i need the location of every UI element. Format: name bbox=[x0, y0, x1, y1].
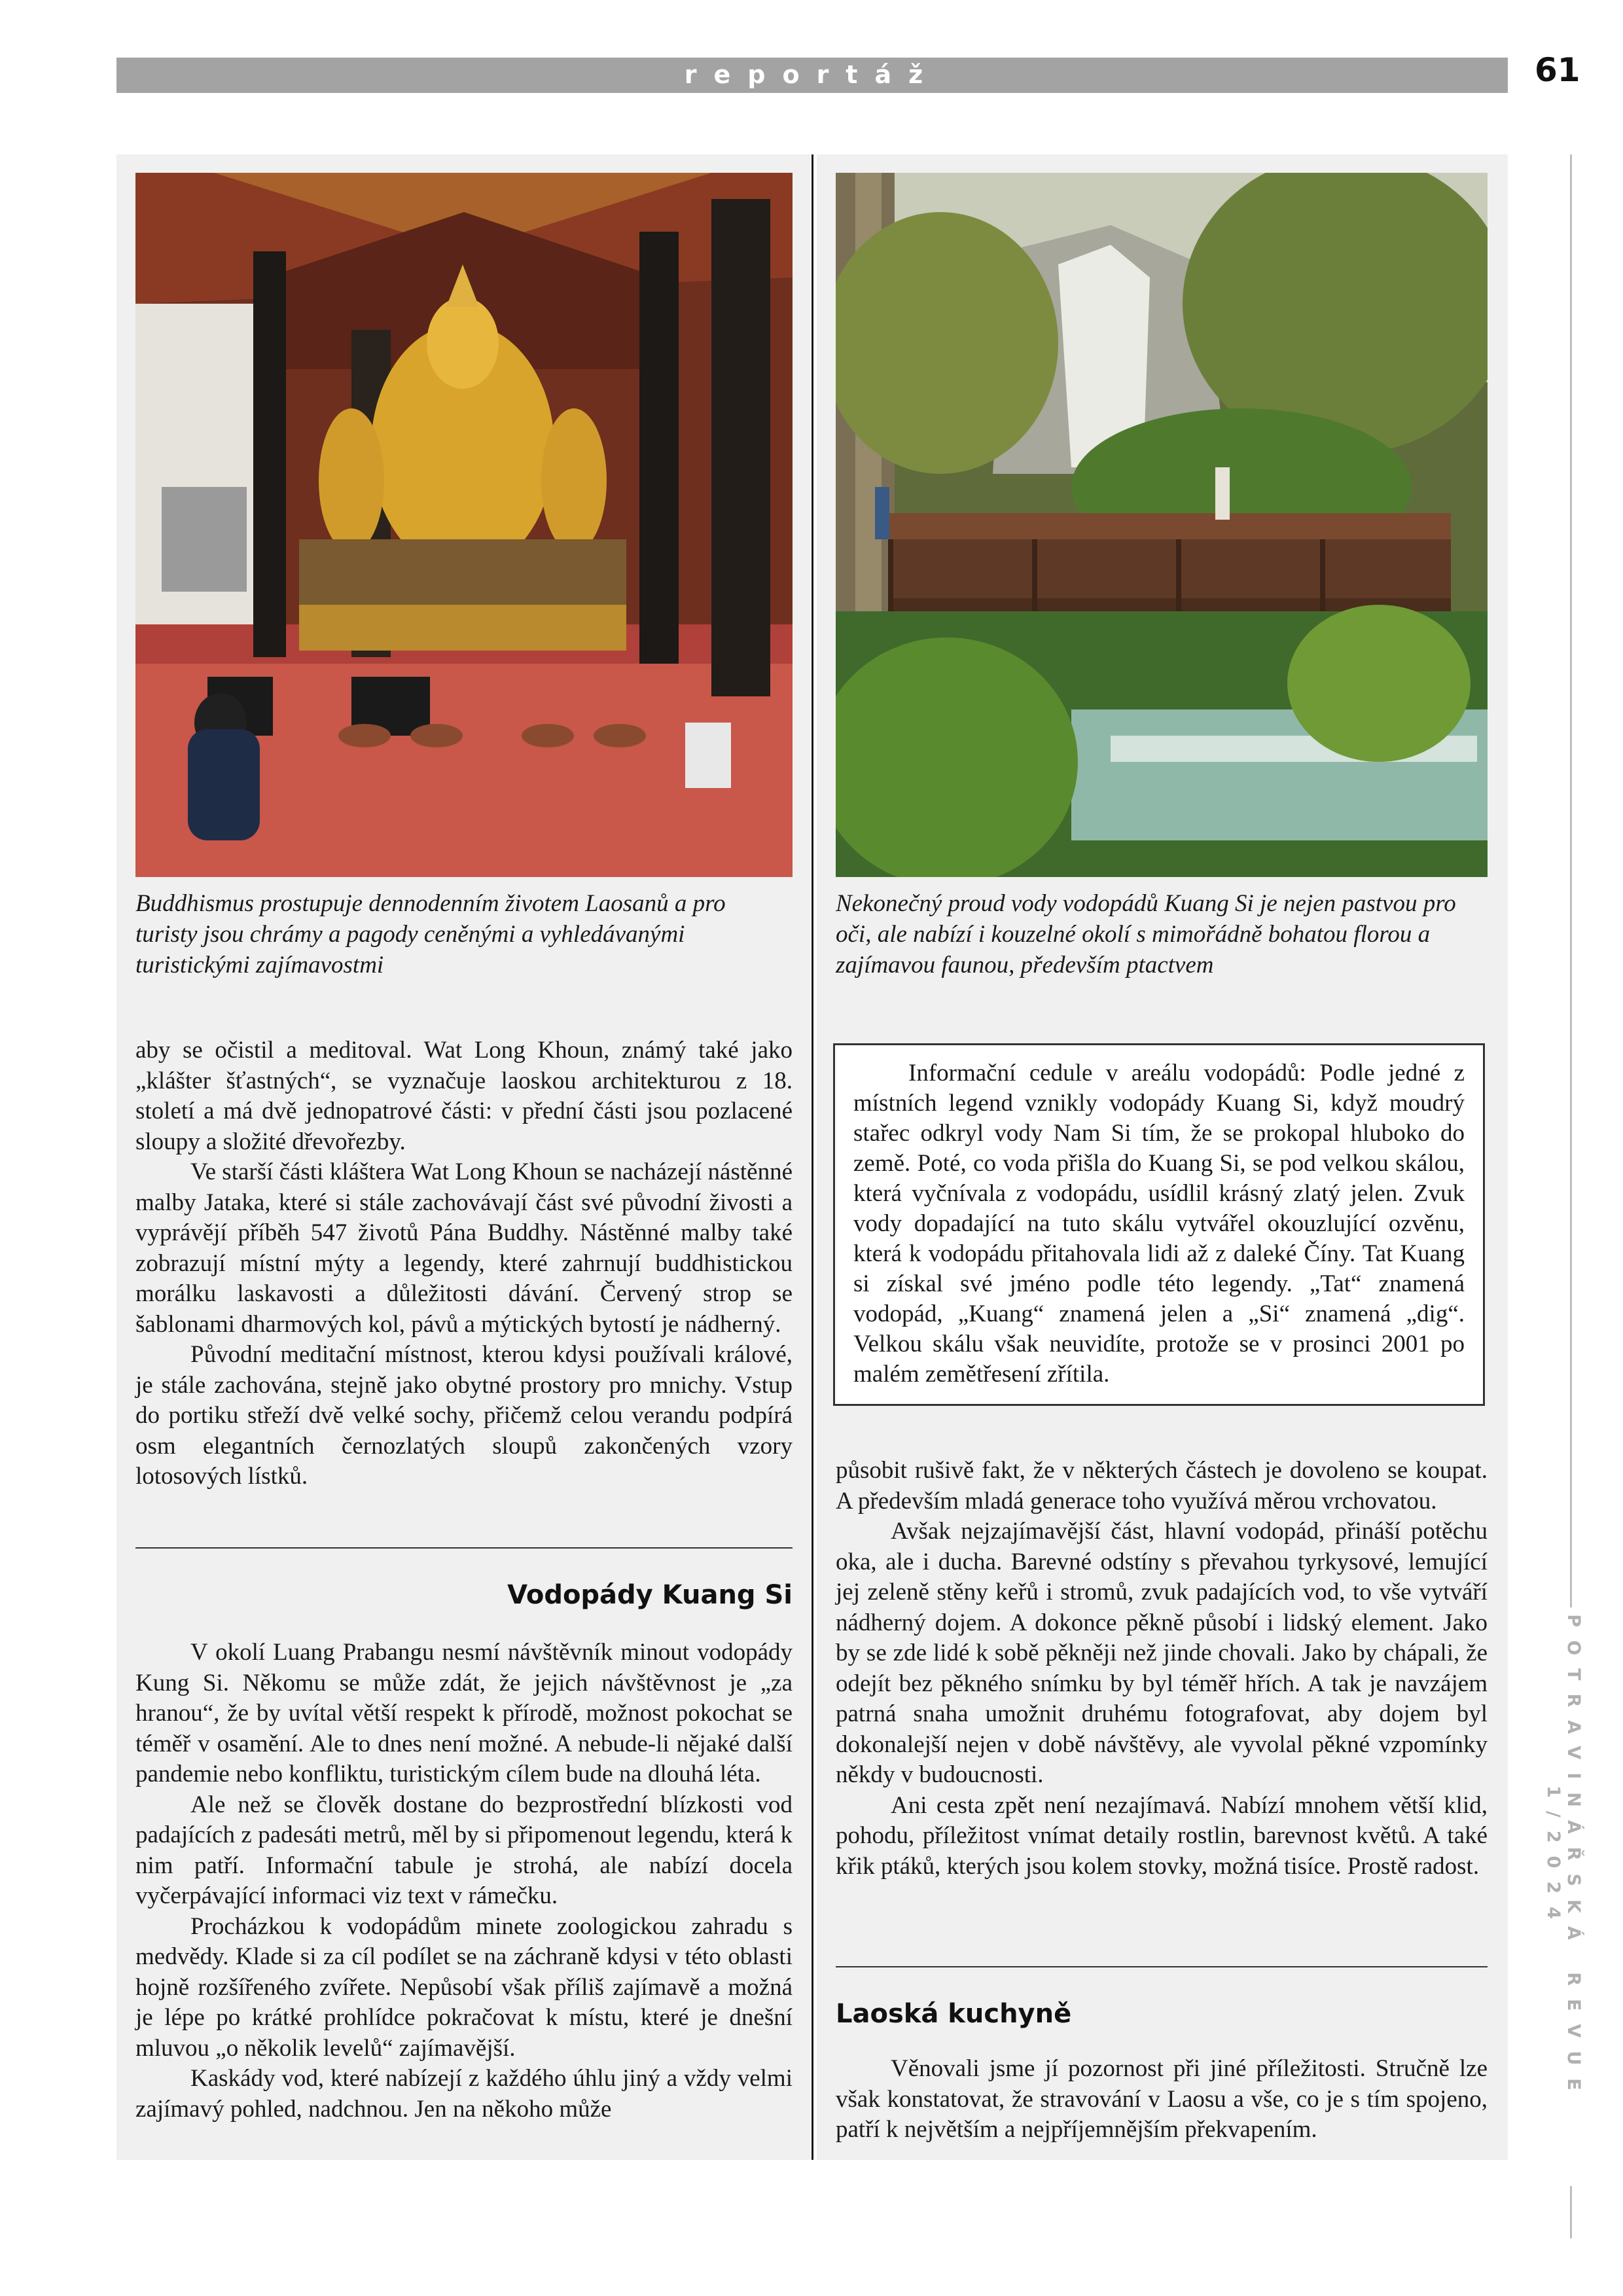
paragraph: Avšak nejzajímavější část, hlavní vodopád, přináší potěchu oka, ale i ducha. Barevné odstíny s převahou tyrkysové, lemující jej zeleně stěny keřů i stromů, zvuk padajících vod, to vše vytváří nádherný dojem. A dokonce pěkně působí i lidský element. Jako by se zde lidé k sobě pěkněji než jinde chovali. Jako by chápali, že odejít bez pěkného snímku by byl téměř hřích. A tak je navzájem patrná snaha umožnit druhému fotografovat, aby dojem byl dokonalejší nejen v době návštěvy, ale vyvolal pěkné vzpomínky někdy v budoucnosti. bbox=[836, 1518, 1488, 1788]
side-rule bbox=[1570, 154, 1572, 1607]
paragraph: Kaskády vod, které nabízejí z každého úhlu jiný a vždy velmi zajímavý pohled, nadchnou. Jen na někoho může bbox=[135, 2065, 793, 2123]
paragraph: Věnovali jsme jí pozornost při jiné příležitosti. Stručně lze však konstatovat, že stravování v Laosu a vše, co je s tím spojeno, patří k největším a nejpříjemnějším překvapením. bbox=[836, 2055, 1488, 2143]
left-column-text-top bbox=[135, 1035, 793, 1492]
info-box-text: Informační cedule v areálu vodopádů: Podle jedné z místních legend vznikly vodopády Kuang Si, když moudrý stařec odkryl vody Nam Si tím, že se prokopal hluboko do země. Poté, co voda přišla do Kuang Si, se pod velkou skálou, která vyčnívala z vodopádu, usídlil krásný zlatý jelen. Zvuk vody dopadající na tuto skálu vytvářel okouzlující ozvěnu, která k vodopádu přitahovala lidi až z daleké Číny. Tat Kuang si získal své jméno podle této legendy. „Tat“ znamená vodopád, „Kuang“ znamená jelen a „Si“ znamená „dig“. Velkou skálu však neuvidíte, protože se v prosinci 2001 po malém zemětřesení zřítila. bbox=[853, 1060, 1465, 1388]
column-divider bbox=[812, 154, 813, 2160]
temple-buddha-photo bbox=[135, 173, 793, 877]
paragraph: Ani cesta zpět není nezajímavá. Nabízí mnohem větší klid, pohodu, příležitost vnímat detaily rostlin, barevnost květů. A také křik ptáků, kterých jsou kolem stovky, možná tisíce. Prostě radost. bbox=[836, 1791, 1488, 1880]
paragraph: Ale než se člověk dostane do bezprostřední blízkosti vod padajících z padesáti metrů, měl by si připomenout legendu, která k nim patří. Informační tabule je strohá, ale nabízí docela vyčerpávající informaci viz text v rámečku. bbox=[135, 1791, 793, 1909]
section-header-bar bbox=[116, 58, 1508, 93]
paragraph: Ve starší části kláštera Wat Long Khoun se nacházejí nástěnné malby Jataka, které si stále zachovávají část své původní živosti a vyprávějí příběh 547 životů Pána Buddhy. Nástěnné malby také zobrazují místní mýty a legendy, které zahrnují buddhistickou morálku laskavosti a důležitosti dávání. Červený strop se šablonami dharmových kol, pávů a mýtických bytostí je nádherný. bbox=[135, 1158, 793, 1338]
section-label: reportáž bbox=[684, 60, 940, 89]
photo-caption-left: Buddhismus prostupuje dennodenním životem Laosanů a pro turisty jsou chrámy a pagody ceněnými a vyhledávanými turistickými zajímavostmi bbox=[135, 890, 726, 978]
legend-info-box bbox=[833, 1043, 1485, 1406]
waterfall-bridge-photo bbox=[836, 173, 1488, 877]
left-column-text-bottom bbox=[135, 1638, 793, 2125]
paragraph: působit rušivě fakt, že v některých částech je dovoleno se koupat. A především mladá generace toho využívá měrou vrchovatou. bbox=[836, 1457, 1488, 1515]
paragraph: aby se očistil a meditoval. Wat Long Khoun, známý také jako „klášter šťastných“, se vyznačuje laoskou architekturou z 18. století a má dvě jednopatrové části: v přední části jsou pozlacené sloupy a složité dřevořezby. bbox=[135, 1037, 793, 1155]
section-divider bbox=[135, 1547, 793, 1549]
right-column-text-bottom bbox=[836, 2054, 1488, 2145]
paragraph: Původní meditační místnost, kterou kdysi používali králové, je stále zachována, stejně jako obytné prostory pro mnichy. Vstup do portiku střeží dvě velké sochy, přičemž celou verandu podpírá osm elegantních černozlatých sloupů zakončených vzory lotosových lístků. bbox=[135, 1341, 793, 1490]
paragraph: V okolí Luang Prabangu nesmí návštěvník minout vodopády Kung Si. Někomu se může zdát, že jejich návštěvnost je „za hranou“, že by uvítal větší respekt k přírodě, možnost pokochat se téměř v osamění. Ale to dnes není možné. A nebude-li nějaké další pandemie nebo konfliktu, turistickým cílem bude na dlouhá léta. bbox=[135, 1639, 793, 1787]
right-column-text-top bbox=[836, 1456, 1488, 1882]
paragraph: Procházkou k vodopádům minete zoologickou zahradu s medvědy. Klade si za cíl podílet se na záchraně kdysi v této oblasti hojně rozšířeného zvířete. Nepůsobí však příliš zajímavě a možná je lépe po krátké prohlídce pokračovat k místu, které je dnešní mluvou „o několik levelů“ zajímavější. bbox=[135, 1912, 793, 2062]
side-rule bbox=[1570, 2186, 1572, 2238]
photo-caption-right: Nekonečný proud vody vodopádů Kuang Si je nejen pastvou pro oči, ale nabízí i kouzelné okolí s mimořádně bohatou florou a zajímavou faunou, především ptactvem bbox=[836, 890, 1456, 978]
section-heading-waterfalls: Vodopády Kuang Si bbox=[507, 1580, 793, 1610]
journal-side-label: POTRAVINÁŘSKÁ REVUE 1/2024 bbox=[1543, 1614, 1584, 2104]
page-number: 61 bbox=[1535, 51, 1580, 89]
section-divider bbox=[836, 1966, 1488, 1967]
section-heading-cuisine: Laoská kuchyně bbox=[836, 1999, 1072, 2029]
